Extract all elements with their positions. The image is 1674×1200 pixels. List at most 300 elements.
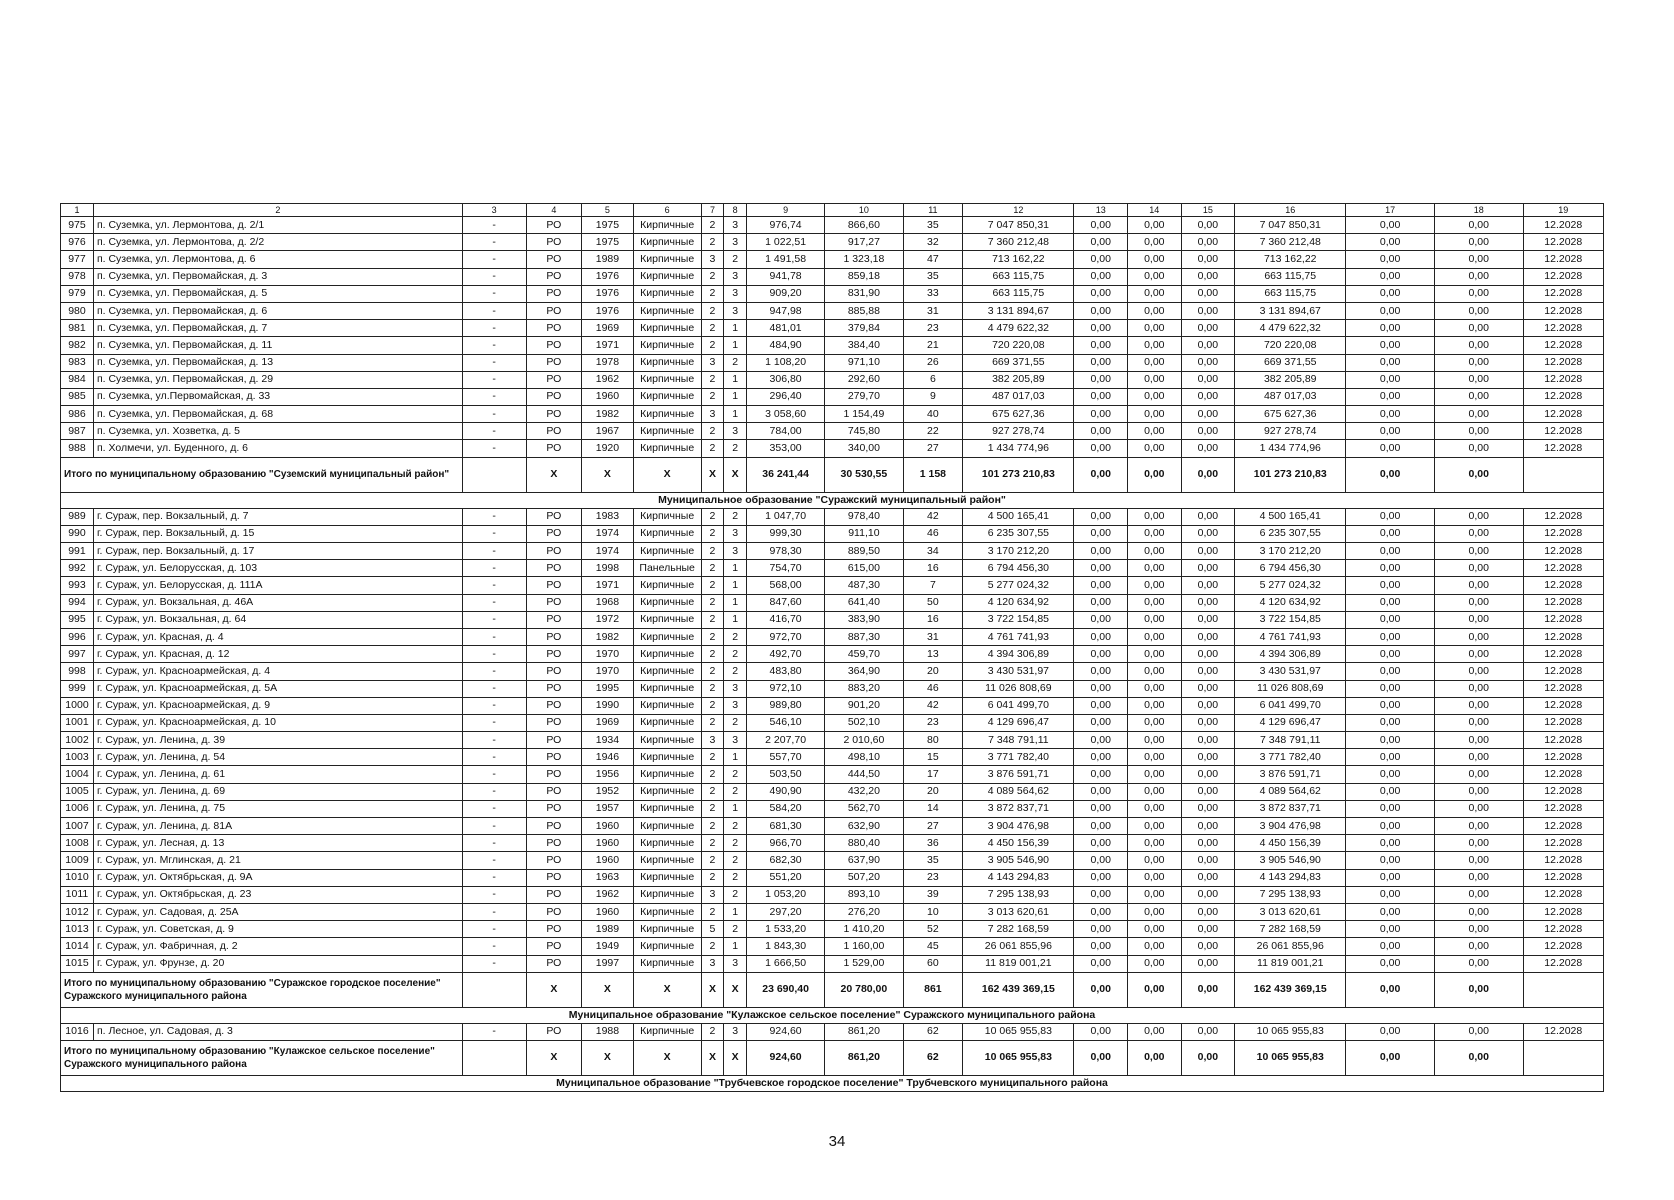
table-row bbox=[61, 234, 1604, 251]
table-cell: 1014 bbox=[61, 938, 94, 955]
table-cell: 998 bbox=[61, 663, 94, 680]
table-cell: 1 154,49 bbox=[825, 406, 903, 423]
total-label: Итого по муниципальному образованию "Суражское городское поселение" Суражского муниципального района bbox=[61, 972, 463, 1007]
total-row bbox=[61, 1040, 1604, 1075]
table-cell: 2 bbox=[724, 766, 747, 783]
table-cell: - bbox=[462, 577, 526, 594]
table-cell: 0,00 bbox=[1128, 302, 1182, 319]
table-cell: 983 bbox=[61, 354, 94, 371]
table-cell: 12.2028 bbox=[1523, 646, 1603, 663]
table-cell: 1 666,50 bbox=[746, 955, 824, 972]
table-cell: 0,00 bbox=[1074, 663, 1128, 680]
table-cell: - bbox=[462, 423, 526, 440]
table-row bbox=[61, 337, 1604, 354]
table-cell: 483,80 bbox=[746, 663, 824, 680]
address-cell: г. Сураж, ул. Октябрьская, д. 9А bbox=[93, 869, 462, 886]
total-value bbox=[1523, 457, 1603, 492]
table-cell: 2 bbox=[701, 440, 724, 457]
table-cell: - bbox=[462, 611, 526, 628]
table-cell: - bbox=[462, 869, 526, 886]
table-cell: 6 235 307,55 bbox=[1235, 525, 1346, 542]
table-cell: 0,00 bbox=[1128, 852, 1182, 869]
table-cell: 0,00 bbox=[1074, 852, 1128, 869]
table-cell: 0,00 bbox=[1128, 663, 1182, 680]
table-cell: 3 bbox=[724, 732, 747, 749]
table-cell: 1976 bbox=[582, 302, 634, 319]
table-cell: РО bbox=[526, 921, 582, 938]
table-row bbox=[61, 508, 1604, 525]
table-cell: 12.2028 bbox=[1523, 714, 1603, 731]
table-cell: 1 434 774,96 bbox=[963, 440, 1074, 457]
table-cell: - bbox=[462, 285, 526, 302]
table-row bbox=[61, 818, 1604, 835]
table-cell: 4 120 634,92 bbox=[1235, 594, 1346, 611]
total-value: X bbox=[526, 457, 582, 492]
table-cell: 0,00 bbox=[1181, 543, 1235, 560]
table-cell: 1000 bbox=[61, 697, 94, 714]
table-cell: 682,30 bbox=[746, 852, 824, 869]
table-cell: - bbox=[462, 680, 526, 697]
table-cell: 745,80 bbox=[825, 423, 903, 440]
table-cell: 3 170 212,20 bbox=[963, 543, 1074, 560]
table-cell: 0,00 bbox=[1346, 302, 1435, 319]
table-cell: 0,00 bbox=[1074, 320, 1128, 337]
table-cell: 0,00 bbox=[1181, 577, 1235, 594]
table-cell: 0,00 bbox=[1346, 371, 1435, 388]
table-cell: 2 bbox=[701, 680, 724, 697]
address-cell: г. Сураж, ул. Фрунзе, д. 20 bbox=[93, 955, 462, 972]
table-cell: Кирпичные bbox=[633, 251, 701, 268]
table-cell: 0,00 bbox=[1128, 320, 1182, 337]
table-row bbox=[61, 525, 1604, 542]
table-cell: - bbox=[462, 835, 526, 852]
table-cell: 2 bbox=[724, 783, 747, 800]
table-cell: 6 235 307,55 bbox=[963, 525, 1074, 542]
table-cell: 1956 bbox=[582, 766, 634, 783]
table-cell: 0,00 bbox=[1128, 354, 1182, 371]
table-cell: 22 bbox=[903, 423, 963, 440]
table-cell: 0,00 bbox=[1434, 921, 1523, 938]
table-cell: 0,00 bbox=[1346, 268, 1435, 285]
table-cell: 0,00 bbox=[1434, 251, 1523, 268]
table-cell: 379,84 bbox=[825, 320, 903, 337]
total-value: X bbox=[724, 457, 747, 492]
table-cell: 1 bbox=[724, 371, 747, 388]
table-cell: Кирпичные bbox=[633, 234, 701, 251]
table-cell: 12.2028 bbox=[1523, 800, 1603, 817]
table-cell: 2 bbox=[701, 594, 724, 611]
table-cell: 987 bbox=[61, 423, 94, 440]
table-cell: 23 bbox=[903, 869, 963, 886]
table-cell: Кирпичные bbox=[633, 508, 701, 525]
table-cell: 7 295 138,93 bbox=[963, 886, 1074, 903]
table-cell: Кирпичные bbox=[633, 302, 701, 319]
table-cell: 3 771 782,40 bbox=[963, 749, 1074, 766]
table-cell: 0,00 bbox=[1434, 766, 1523, 783]
total-value: 162 439 369,15 bbox=[963, 972, 1074, 1007]
table-cell: 989,80 bbox=[746, 697, 824, 714]
table-cell: 831,90 bbox=[825, 285, 903, 302]
section-title-row bbox=[61, 492, 1604, 508]
table-cell: 1962 bbox=[582, 886, 634, 903]
table-cell: 0,00 bbox=[1181, 525, 1235, 542]
table-cell: РО bbox=[526, 371, 582, 388]
table-cell: 0,00 bbox=[1346, 869, 1435, 886]
table-cell: Кирпичные bbox=[633, 955, 701, 972]
table-cell: - bbox=[462, 714, 526, 731]
table-cell: 2 bbox=[724, 508, 747, 525]
table-cell: 2 bbox=[701, 508, 724, 525]
table-cell: 0,00 bbox=[1434, 886, 1523, 903]
table-row bbox=[61, 697, 1604, 714]
table-cell: 0,00 bbox=[1434, 525, 1523, 542]
table-cell: 883,20 bbox=[825, 680, 903, 697]
table-cell: 0,00 bbox=[1434, 268, 1523, 285]
table-cell: 0,00 bbox=[1128, 543, 1182, 560]
table-cell: 10 bbox=[903, 903, 963, 920]
table-cell: 0,00 bbox=[1434, 800, 1523, 817]
table-cell: 0,00 bbox=[1181, 337, 1235, 354]
table-cell: 0,00 bbox=[1128, 423, 1182, 440]
table-cell: 0,00 bbox=[1128, 646, 1182, 663]
address-cell: п. Суземка, ул. Лермонтова, д. 2/1 bbox=[93, 217, 462, 234]
table-cell: 4 089 564,62 bbox=[963, 783, 1074, 800]
table-cell: 663 115,75 bbox=[963, 268, 1074, 285]
total-value: 10 065 955,83 bbox=[1235, 1040, 1346, 1075]
table-cell: 0,00 bbox=[1346, 697, 1435, 714]
table-cell: 12.2028 bbox=[1523, 560, 1603, 577]
total-value: X bbox=[724, 1040, 747, 1075]
table-cell: 4 500 165,41 bbox=[1235, 508, 1346, 525]
address-cell: п. Суземка, ул. Лермонтова, д. 2/2 bbox=[93, 234, 462, 251]
table-cell: РО bbox=[526, 646, 582, 663]
table-cell: 12.2028 bbox=[1523, 508, 1603, 525]
table-cell: 0,00 bbox=[1346, 955, 1435, 972]
total-value: 62 bbox=[903, 1040, 963, 1075]
table-cell: 663 115,75 bbox=[1235, 268, 1346, 285]
total-value: 0,00 bbox=[1434, 1040, 1523, 1075]
table-row bbox=[61, 406, 1604, 423]
table-cell: 0,00 bbox=[1434, 869, 1523, 886]
table-cell: 33 bbox=[903, 285, 963, 302]
address-cell: г. Сураж, ул. Красная, д. 4 bbox=[93, 628, 462, 645]
table-cell: 0,00 bbox=[1181, 251, 1235, 268]
table-cell: 6 bbox=[903, 371, 963, 388]
table-cell: 0,00 bbox=[1181, 749, 1235, 766]
table-cell: 3 bbox=[701, 354, 724, 371]
table-cell: 0,00 bbox=[1434, 714, 1523, 731]
table-cell: 12.2028 bbox=[1523, 406, 1603, 423]
table-cell: 1997 bbox=[582, 955, 634, 972]
table-cell: 0,00 bbox=[1074, 766, 1128, 783]
table-cell: 0,00 bbox=[1181, 714, 1235, 731]
table-cell: 2 bbox=[724, 646, 747, 663]
table-cell: 1 bbox=[724, 320, 747, 337]
table-cell: РО bbox=[526, 285, 582, 302]
table-cell: 382 205,89 bbox=[1235, 371, 1346, 388]
total-value: 0,00 bbox=[1128, 1040, 1182, 1075]
table-cell: 12.2028 bbox=[1523, 1023, 1603, 1040]
table-cell: 0,00 bbox=[1181, 440, 1235, 457]
table-cell: 306,80 bbox=[746, 371, 824, 388]
address-cell: г. Сураж, ул. Ленина, д. 75 bbox=[93, 800, 462, 817]
table-cell: 3 bbox=[724, 217, 747, 234]
table-cell: 7 348 791,11 bbox=[963, 732, 1074, 749]
column-number-cell: 19 bbox=[1523, 204, 1603, 217]
table-cell: 909,20 bbox=[746, 285, 824, 302]
table-cell: 2 bbox=[701, 800, 724, 817]
table-cell: 0,00 bbox=[1346, 818, 1435, 835]
table-cell: 637,90 bbox=[825, 852, 903, 869]
column-number-cell: 18 bbox=[1434, 204, 1523, 217]
table-cell: 0,00 bbox=[1181, 680, 1235, 697]
table-cell: - bbox=[462, 354, 526, 371]
table-cell: 3 bbox=[724, 423, 747, 440]
address-cell: п. Лесное, ул. Садовая, д. 3 bbox=[93, 1023, 462, 1040]
table-cell: 3 bbox=[724, 543, 747, 560]
table-cell: 35 bbox=[903, 268, 963, 285]
table-cell: 0,00 bbox=[1128, 714, 1182, 731]
table-cell: 16 bbox=[903, 560, 963, 577]
table-cell: Кирпичные bbox=[633, 337, 701, 354]
table-cell: 3 bbox=[701, 886, 724, 903]
address-cell: п. Суземка, ул. Первомайская, д. 5 bbox=[93, 285, 462, 302]
table-cell: 978 bbox=[61, 268, 94, 285]
table-cell: 0,00 bbox=[1074, 646, 1128, 663]
table-cell: 2 bbox=[701, 628, 724, 645]
table-cell: 0,00 bbox=[1074, 835, 1128, 852]
table-cell: 4 394 306,89 bbox=[963, 646, 1074, 663]
table-cell: 0,00 bbox=[1074, 732, 1128, 749]
table-cell: 42 bbox=[903, 697, 963, 714]
table-cell: 0,00 bbox=[1434, 611, 1523, 628]
table-cell: - bbox=[462, 663, 526, 680]
table-cell: 0,00 bbox=[1074, 268, 1128, 285]
total-value: 0,00 bbox=[1434, 972, 1523, 1007]
table-cell: 0,00 bbox=[1346, 680, 1435, 697]
table-cell: 11 819 001,21 bbox=[1235, 955, 1346, 972]
column-number-cell: 13 bbox=[1074, 204, 1128, 217]
table-cell: 0,00 bbox=[1074, 217, 1128, 234]
table-row bbox=[61, 663, 1604, 680]
table-cell: 0,00 bbox=[1434, 594, 1523, 611]
table-cell: 42 bbox=[903, 508, 963, 525]
table-cell: РО bbox=[526, 577, 582, 594]
table-cell: 502,10 bbox=[825, 714, 903, 731]
table-cell: - bbox=[462, 646, 526, 663]
table-cell: 3 876 591,71 bbox=[1235, 766, 1346, 783]
table-cell: 2 bbox=[724, 354, 747, 371]
table-cell: 0,00 bbox=[1346, 234, 1435, 251]
table-cell: 941,78 bbox=[746, 268, 824, 285]
table-cell: Кирпичные bbox=[633, 680, 701, 697]
table-cell: 1 bbox=[724, 337, 747, 354]
table-cell: 0,00 bbox=[1128, 217, 1182, 234]
table-cell: 1974 bbox=[582, 543, 634, 560]
table-cell: РО bbox=[526, 628, 582, 645]
table-cell: 2 bbox=[701, 663, 724, 680]
table-cell: - bbox=[462, 388, 526, 405]
table-cell: 0,00 bbox=[1181, 234, 1235, 251]
table-cell: 0,00 bbox=[1128, 732, 1182, 749]
table-cell: 0,00 bbox=[1434, 783, 1523, 800]
table-cell: 279,70 bbox=[825, 388, 903, 405]
table-cell: 503,50 bbox=[746, 766, 824, 783]
address-cell: г. Сураж, ул. Ленина, д. 54 bbox=[93, 749, 462, 766]
table-cell: 0,00 bbox=[1128, 783, 1182, 800]
table-cell: 1009 bbox=[61, 852, 94, 869]
table-cell: 12.2028 bbox=[1523, 543, 1603, 560]
table-cell: 12.2028 bbox=[1523, 869, 1603, 886]
table-cell: 2 bbox=[701, 320, 724, 337]
table-cell: 34 bbox=[903, 543, 963, 560]
table-cell: 901,20 bbox=[825, 697, 903, 714]
table-cell: 663 115,75 bbox=[963, 285, 1074, 302]
table-cell: 1957 bbox=[582, 800, 634, 817]
table-cell: 39 bbox=[903, 886, 963, 903]
table-cell: 675 627,36 bbox=[1235, 406, 1346, 423]
total-label: Итого по муниципальному образованию "Суземский муниципальный район" bbox=[61, 457, 463, 492]
table-cell: 1976 bbox=[582, 268, 634, 285]
table-cell: 1 bbox=[724, 577, 747, 594]
table-cell: 1975 bbox=[582, 234, 634, 251]
table-cell: 31 bbox=[903, 628, 963, 645]
column-number-cell: 15 bbox=[1181, 204, 1235, 217]
table-cell: 3 904 476,98 bbox=[1235, 818, 1346, 835]
table-cell: 12.2028 bbox=[1523, 749, 1603, 766]
table-cell: 562,70 bbox=[825, 800, 903, 817]
table-cell: 12.2028 bbox=[1523, 766, 1603, 783]
table-cell: 0,00 bbox=[1434, 302, 1523, 319]
table-cell: 2 bbox=[724, 714, 747, 731]
table-cell: 0,00 bbox=[1346, 663, 1435, 680]
table-cell: РО bbox=[526, 320, 582, 337]
table-cell: 990 bbox=[61, 525, 94, 542]
table-cell: 0,00 bbox=[1434, 697, 1523, 714]
table-cell: РО bbox=[526, 354, 582, 371]
table-cell: - bbox=[462, 818, 526, 835]
column-number-row bbox=[61, 204, 1604, 217]
table-cell: 12.2028 bbox=[1523, 423, 1603, 440]
table-cell: 3 058,60 bbox=[746, 406, 824, 423]
table-cell: 3 131 894,67 bbox=[1235, 302, 1346, 319]
table-cell: 3 bbox=[724, 268, 747, 285]
address-cell: п. Суземка, ул. Первомайская, д. 6 bbox=[93, 302, 462, 319]
table-cell: 0,00 bbox=[1128, 285, 1182, 302]
table-cell: 0,00 bbox=[1434, 955, 1523, 972]
total-value: X bbox=[582, 1040, 634, 1075]
table-cell: 1 047,70 bbox=[746, 508, 824, 525]
table-cell: 0,00 bbox=[1074, 234, 1128, 251]
table-cell: 11 819 001,21 bbox=[963, 955, 1074, 972]
table-row bbox=[61, 955, 1604, 972]
table-cell: 0,00 bbox=[1346, 543, 1435, 560]
table-cell: 0,00 bbox=[1181, 646, 1235, 663]
table-cell: 568,00 bbox=[746, 577, 824, 594]
table-cell: 50 bbox=[903, 594, 963, 611]
table-cell: 3 bbox=[701, 955, 724, 972]
table-cell: 0,00 bbox=[1128, 560, 1182, 577]
table-cell: Кирпичные bbox=[633, 388, 701, 405]
table-cell: 2 bbox=[724, 835, 747, 852]
table-cell: 0,00 bbox=[1346, 560, 1435, 577]
table-cell: 1970 bbox=[582, 646, 634, 663]
table-cell: 4 761 741,93 bbox=[963, 628, 1074, 645]
table-cell: 2 bbox=[701, 1023, 724, 1040]
table-cell: РО bbox=[526, 869, 582, 886]
table-cell: 0,00 bbox=[1181, 388, 1235, 405]
table-cell: 0,00 bbox=[1346, 921, 1435, 938]
table-cell: 0,00 bbox=[1434, 680, 1523, 697]
total-value: X bbox=[582, 457, 634, 492]
table-cell: 2 bbox=[701, 749, 724, 766]
table-cell: 12.2028 bbox=[1523, 251, 1603, 268]
table-cell: 40 bbox=[903, 406, 963, 423]
column-number-cell: 4 bbox=[526, 204, 582, 217]
table-row bbox=[61, 320, 1604, 337]
table-cell: 4 450 156,39 bbox=[963, 835, 1074, 852]
total-value: X bbox=[526, 1040, 582, 1075]
total-label: Итого по муниципальному образованию "Кулажское сельское поселение" Суражского муниципального района bbox=[61, 1040, 463, 1075]
table-cell: 632,90 bbox=[825, 818, 903, 835]
table-cell: 989 bbox=[61, 508, 94, 525]
table-cell: 3 131 894,67 bbox=[963, 302, 1074, 319]
table-cell: 6 041 499,70 bbox=[963, 697, 1074, 714]
table-cell: РО bbox=[526, 835, 582, 852]
table-cell: 0,00 bbox=[1181, 903, 1235, 920]
table-cell: 754,70 bbox=[746, 560, 824, 577]
table-cell: 1952 bbox=[582, 783, 634, 800]
table-cell: 0,00 bbox=[1128, 697, 1182, 714]
table-cell: Кирпичные bbox=[633, 320, 701, 337]
address-cell: г. Сураж, ул. Мглинская, д. 21 bbox=[93, 852, 462, 869]
address-cell: г. Сураж, пер. Вокзальный, д. 15 bbox=[93, 525, 462, 542]
table-row bbox=[61, 388, 1604, 405]
table-cell: РО bbox=[526, 560, 582, 577]
table-cell: 2 bbox=[701, 268, 724, 285]
table-cell: Кирпичные bbox=[633, 800, 701, 817]
table-cell: 988 bbox=[61, 440, 94, 457]
table-cell: 2 bbox=[701, 852, 724, 869]
table-cell: 0,00 bbox=[1434, 388, 1523, 405]
table-cell: 13 bbox=[903, 646, 963, 663]
table-row bbox=[61, 423, 1604, 440]
table-cell: 1982 bbox=[582, 406, 634, 423]
table-cell: РО bbox=[526, 680, 582, 697]
table-cell: 0,00 bbox=[1346, 732, 1435, 749]
table-cell: 3 bbox=[724, 302, 747, 319]
table-cell: РО bbox=[526, 268, 582, 285]
table-row bbox=[61, 646, 1604, 663]
table-cell: 2 bbox=[724, 852, 747, 869]
address-cell: г. Сураж, ул. Октябрьская, д. 23 bbox=[93, 886, 462, 903]
table-cell: 3 013 620,61 bbox=[1235, 903, 1346, 920]
table-cell: 0,00 bbox=[1074, 440, 1128, 457]
address-cell: г. Сураж, ул. Лесная, д. 13 bbox=[93, 835, 462, 852]
section-title-row bbox=[61, 1007, 1604, 1023]
table-row bbox=[61, 714, 1604, 731]
table-cell: Кирпичные bbox=[633, 938, 701, 955]
column-number-cell: 14 bbox=[1128, 204, 1182, 217]
total-value: X bbox=[633, 972, 701, 1007]
total-value: 101 273 210,83 bbox=[1235, 457, 1346, 492]
table-cell: 3 bbox=[701, 251, 724, 268]
table-cell: 1960 bbox=[582, 903, 634, 920]
table-cell: 0,00 bbox=[1074, 800, 1128, 817]
table-cell: 0,00 bbox=[1128, 577, 1182, 594]
table-cell: Кирпичные bbox=[633, 371, 701, 388]
table-cell: 847,60 bbox=[746, 594, 824, 611]
